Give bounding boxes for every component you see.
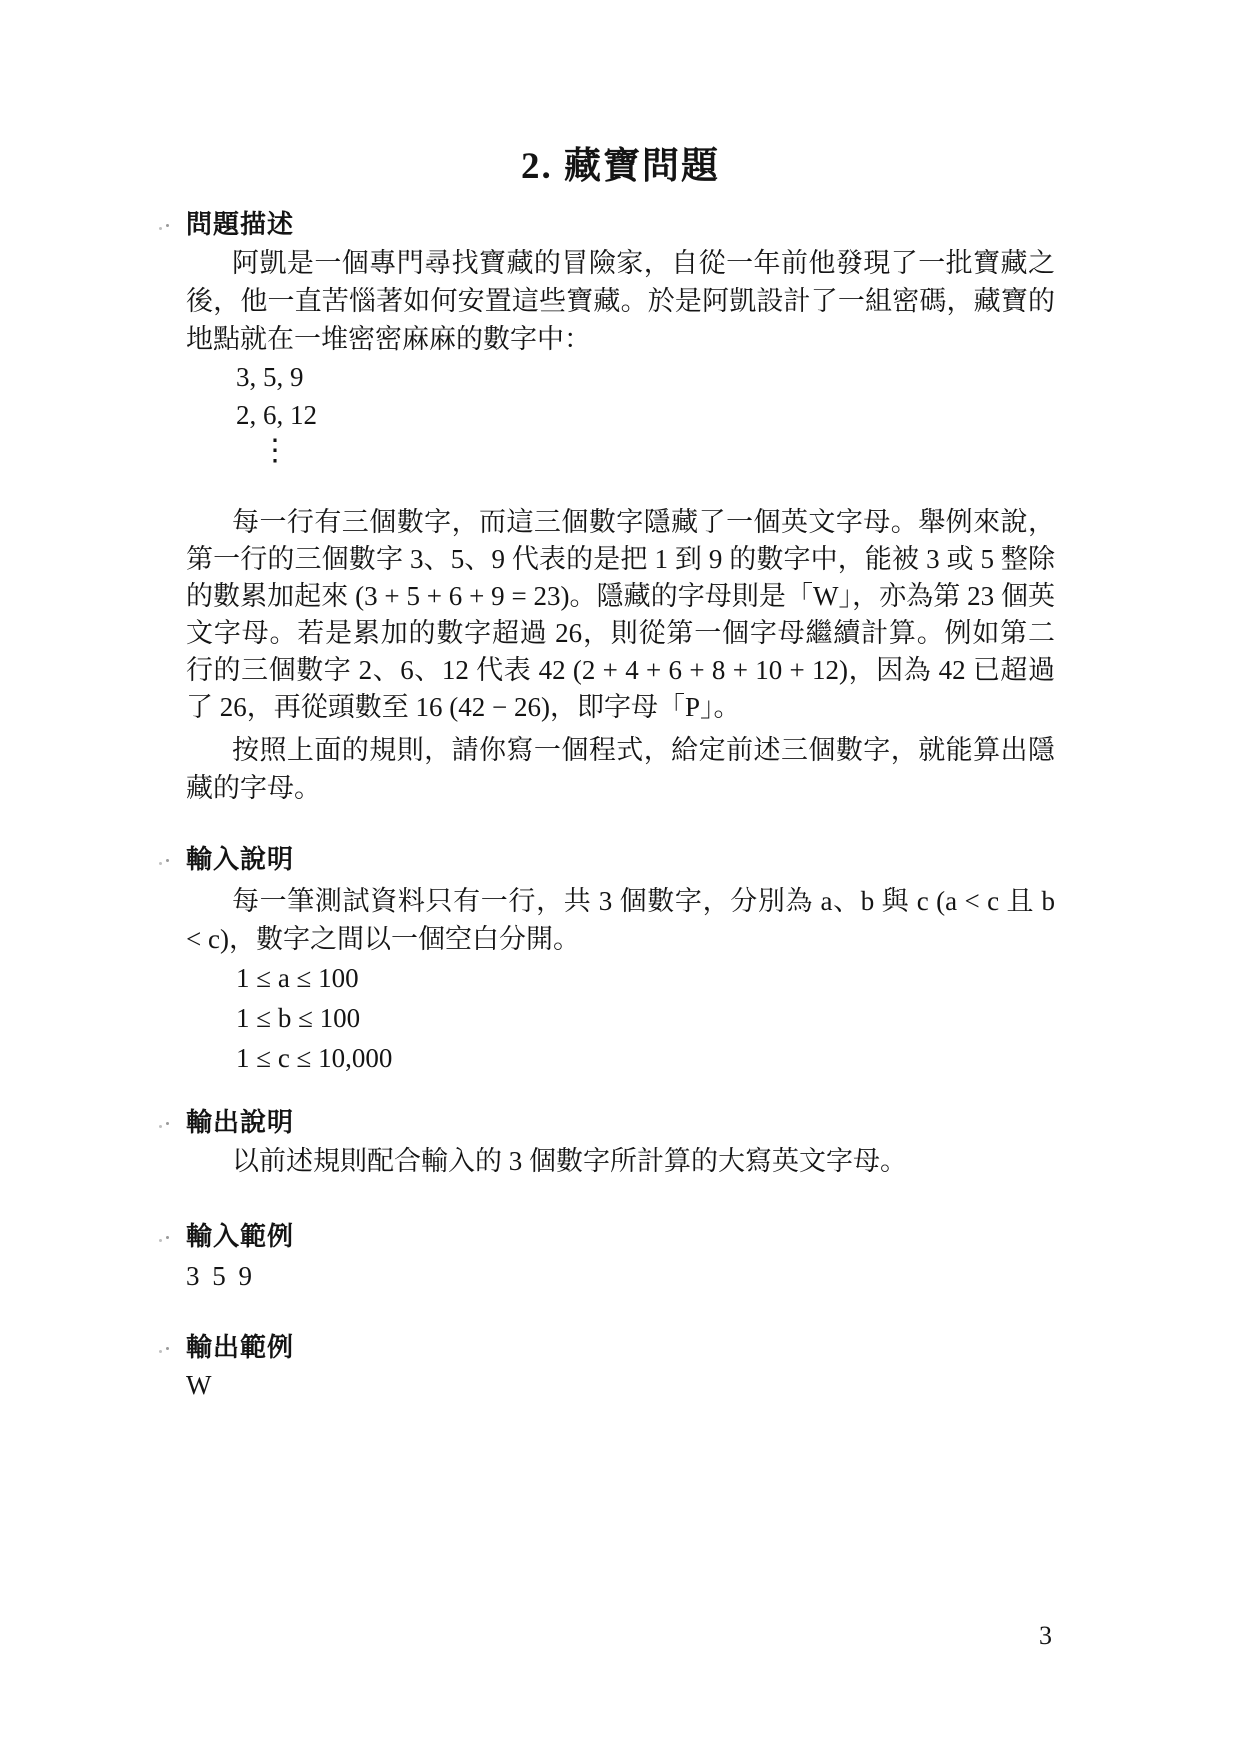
vertical-ellipsis: ⋮ bbox=[260, 434, 290, 467]
section-input-description bbox=[186, 843, 1055, 1078]
problem-paragraph-3: 按照上面的規則，請你寫一個程式，給定前述三個數字，就能算出隱藏的字母。 bbox=[186, 735, 1055, 803]
problem-paragraph-2: 每一行有三個數字，而這三個數字隱藏了一個英文字母。舉例來說，第一行的三個數字 3、5、9 代表的是把 1 到 9 的數字中，能被 3 或 5 整除的數累加起來 (3 + 5 + 6 + 9 = 23)。隱藏的字母則是「W」，亦為第 23 個英文字母。若是累加的數字超過 26，則從第一個字母繼續計算。例如第二行的三個數字 2、6、12 代表 42 (2 + 4 + 6 + 8 + 10 + 12)，因為 42 已超過了 26，再從頭數至 16 (42 − 26)，即字母「P」。 bbox=[186, 507, 1055, 722]
input-description-paragraph: 每一筆測試資料只有一行，共 3 個數字，分別為 a、b 與 c (a < c 且 b < c)，數字之間以一個空白分開。 bbox=[186, 886, 1055, 954]
cipher-line-1: 3, 5, 9 bbox=[236, 362, 304, 392]
page-title: 2. 藏寶問題 bbox=[521, 146, 720, 187]
output-example-value: W bbox=[186, 1370, 215, 1400]
heading-input-description: 輸入說明 bbox=[186, 843, 1055, 877]
heading-problem-description: 問題描述 bbox=[186, 208, 1055, 242]
input-example-value: 3 5 9 bbox=[186, 1261, 255, 1291]
output-description-paragraph: 以前述規則配合輸入的 3 個數字所計算的大寫英文字母。 bbox=[232, 1146, 907, 1176]
constraint-c: 1 ≤ c ≤ 10,000 bbox=[236, 1043, 393, 1073]
section-problem-description bbox=[186, 208, 1055, 807]
constraint-b: 1 ≤ b ≤ 100 bbox=[236, 1003, 361, 1033]
heading-output-description: 輸出說明 bbox=[186, 1106, 1055, 1140]
section-output-example bbox=[186, 1331, 1055, 1404]
section-input-example bbox=[186, 1220, 1055, 1295]
heading-output-example: 輸出範例 bbox=[186, 1331, 1055, 1365]
problem-paragraph-1: 阿凱是一個專門尋找寶藏的冒險家，自從一年前他發現了一批寶藏之後，他一直苦惱著如何安置這些寶藏。於是阿凱設計了一組密碼，藏寶的地點就在一堆密密麻麻的數字中： bbox=[186, 248, 1055, 354]
constraint-a: 1 ≤ a ≤ 100 bbox=[236, 963, 359, 993]
cipher-line-2: 2, 6, 12 bbox=[236, 400, 317, 430]
page-number: 3 bbox=[1039, 1621, 1052, 1650]
heading-input-example: 輸入範例 bbox=[186, 1220, 1055, 1254]
section-output-description bbox=[186, 1106, 1055, 1180]
